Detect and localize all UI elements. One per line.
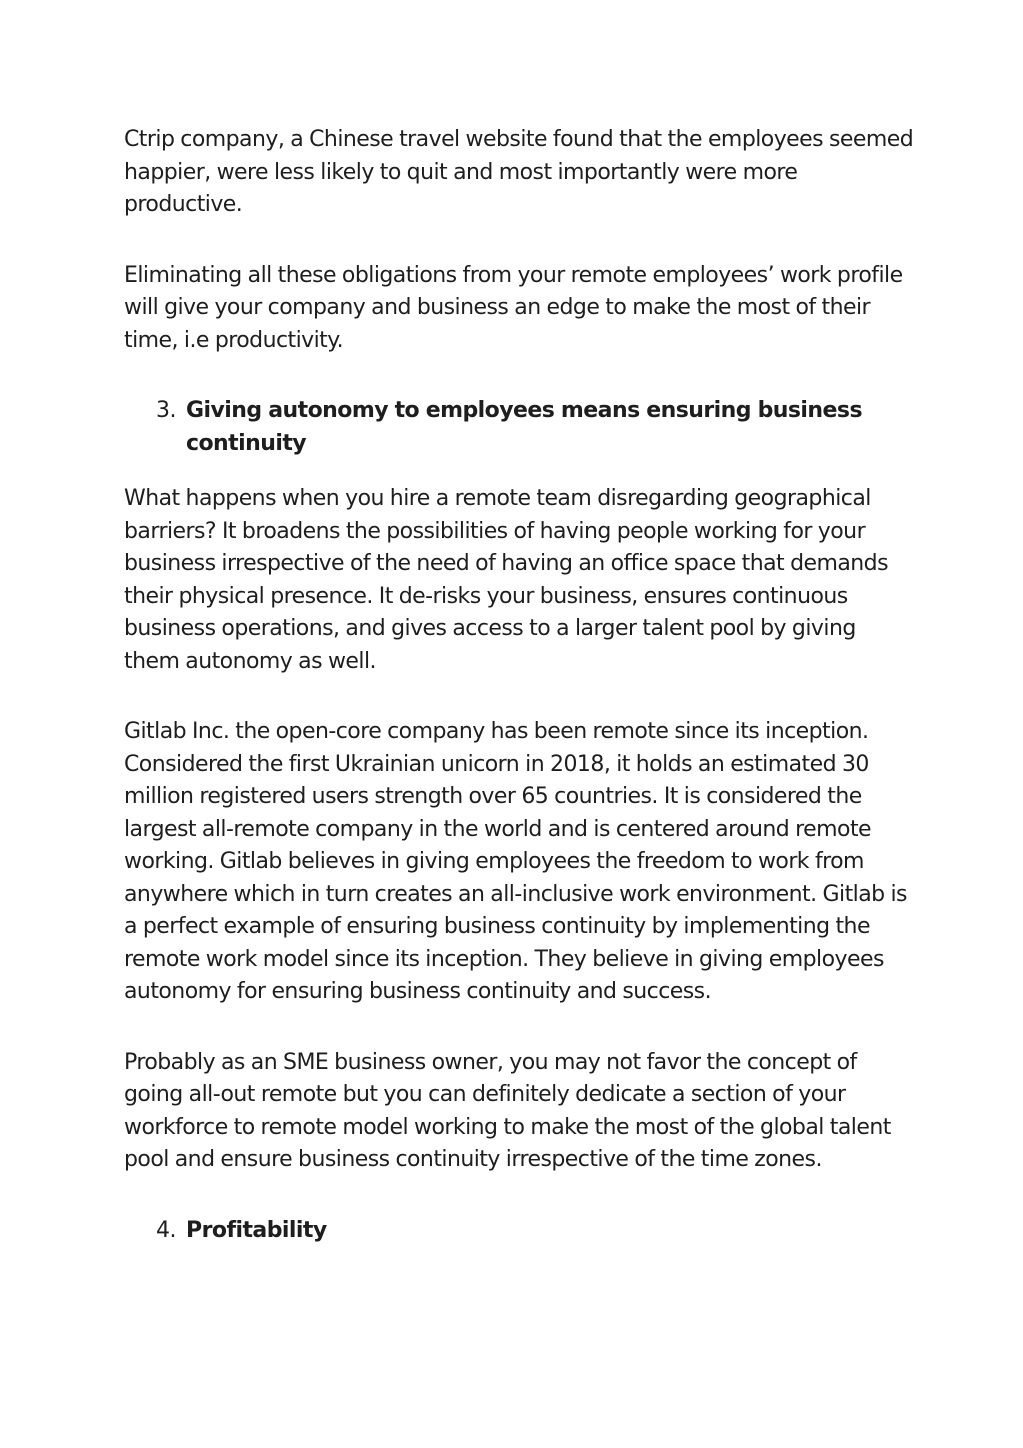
heading-text: Giving autonomy to employees means ensuring business continuity xyxy=(186,398,862,456)
paragraph-remote-team: What happens when you hire a remote team disregarding geographical barriers? It broadens the possibilities of having people working for your business irrespective of the need of having an office space that demands their physical presence. It de-risks your business, ensures continuous business operations, and gives access to a larger talent pool by giving them autonomy as well. xyxy=(124,486,889,674)
paragraph-sme-owner: Probably as an SME business owner, you may not favor the concept of going all-out remote but you can definitely dedicate a section of your workforce to remote model working to make the most of the global talent pool and ensure business continuity irrespective of the time zones. xyxy=(124,1049,891,1172)
paragraph-ctrip: Ctrip company, a Chinese travel website found that the employees seemed happier, were less likely to quit and most importantly were more productive. xyxy=(124,127,914,217)
paragraph-eliminating-obligations: Eliminating all these obligations from your remote employees’ work profile will give your company and business an edge to make the most of their time, i.e productivity. xyxy=(124,262,903,353)
section-heading-autonomy xyxy=(124,395,914,460)
list-number: 3. xyxy=(156,398,176,423)
heading-text: Profitability xyxy=(186,1217,327,1243)
document-page xyxy=(124,124,914,1247)
list-number: 4. xyxy=(156,1217,176,1243)
paragraph-gitlab: Gitlab Inc. the open-core company has been remote since its inception. Considered the first Ukrainian unicorn in 2018, it holds an estimated 30 million registered users strength over 65 countries. It is considered the largest all-remote company in the world and is centered around remote working. Gitlab believes in giving employees the freedom to work from anywhere which in turn creates an all-inclusive work environment. Gitlab is a perfect example of ensuring business continuity by implementing the remote work model since its inception. They believe in giving employees autonomy for ensuring business continuity and success. xyxy=(124,719,907,1004)
section-heading-profitability xyxy=(124,1215,914,1248)
